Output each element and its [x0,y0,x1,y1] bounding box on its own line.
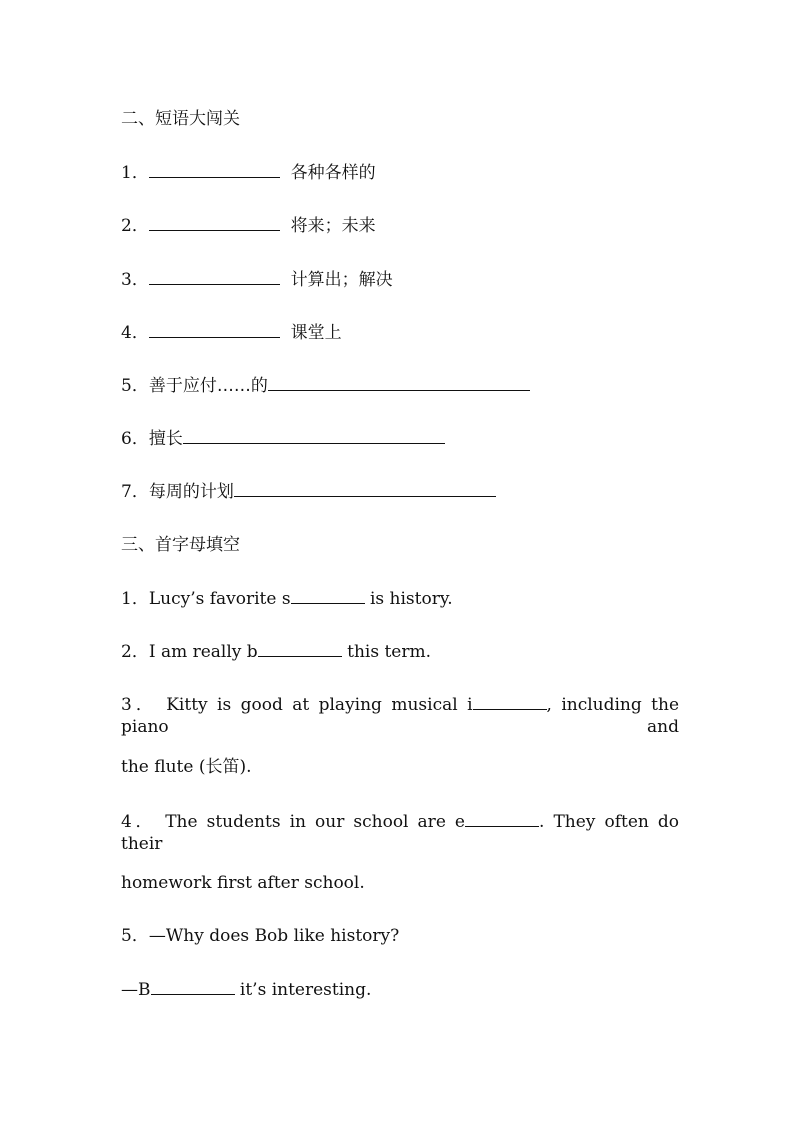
fill-question-3 [121,693,679,738]
question-text: is history. [364,589,453,609]
item-number: 4． [121,323,149,343]
answer-blank[interactable] [151,978,235,995]
phrase-item-4 [121,321,342,344]
answer-blank[interactable] [465,810,539,827]
question-text: it’s interesting. [234,980,372,1000]
item-number: 3． [121,270,149,290]
question-text: —B [121,980,151,1000]
phrase-item-7 [121,480,496,503]
phrase-meaning: 将来；未来 [290,216,376,236]
phrase-item-2 [121,214,376,237]
answer-blank[interactable] [291,587,365,604]
phrase-item-6 [121,427,445,450]
fill-question-5 [121,925,399,947]
question-text: this term. [341,642,431,662]
phrase-meaning: 擅长 [148,429,183,449]
fill-question-4 [121,810,679,855]
answer-blank[interactable] [149,268,280,285]
item-number: 2． [121,642,149,662]
question-text: Lucy’s favorite s [148,589,291,609]
answer-blank[interactable] [234,480,496,497]
answer-blank[interactable] [183,427,445,444]
question-text: . They often do their [121,812,680,854]
item-number: 4． [121,812,157,832]
phrase-meaning: 各种各样的 [290,163,376,183]
phrase-item-5 [121,374,530,397]
question-text: Kitty is good at playing musical i [166,695,473,715]
fill-question-1 [121,587,453,610]
answer-blank[interactable] [149,214,280,231]
question-text: The students in our school are e [165,812,465,832]
answer-blank[interactable] [149,161,280,178]
item-number: 1． [121,163,149,183]
answer-blank[interactable] [149,321,280,338]
phrase-meaning: 每周的计划 [148,482,234,502]
item-number: 6． [121,429,149,449]
phrase-meaning: 计算出；解决 [290,270,393,290]
phrase-item-1 [121,161,376,184]
section-heading-phrases: 二、短语大闯关 [121,109,240,129]
fill-question-5-answer-line [121,978,371,1001]
item-number: 5． [121,376,149,396]
item-number: 1． [121,589,149,609]
item-number: 3． [121,695,157,715]
fill-question-4-continued: homework first after school. [121,873,365,893]
question-text: —Why does Bob like history? [148,926,400,946]
question-text: , including the piano and [121,695,680,737]
item-number: 5． [121,926,149,946]
phrase-meaning: 善于应付……的 [148,376,268,396]
phrase-item-3 [121,268,393,291]
answer-blank[interactable] [258,640,342,657]
fill-question-3-continued: the flute (长笛). [121,757,252,777]
item-number: 2． [121,216,149,236]
answer-blank[interactable] [473,693,547,710]
item-number: 7． [121,482,149,502]
question-text: I am really b [148,642,258,662]
phrase-meaning: 课堂上 [290,323,342,343]
section-heading-initial-letters: 三、首字母填空 [121,535,240,555]
fill-question-2 [121,640,431,663]
answer-blank[interactable] [268,374,530,391]
